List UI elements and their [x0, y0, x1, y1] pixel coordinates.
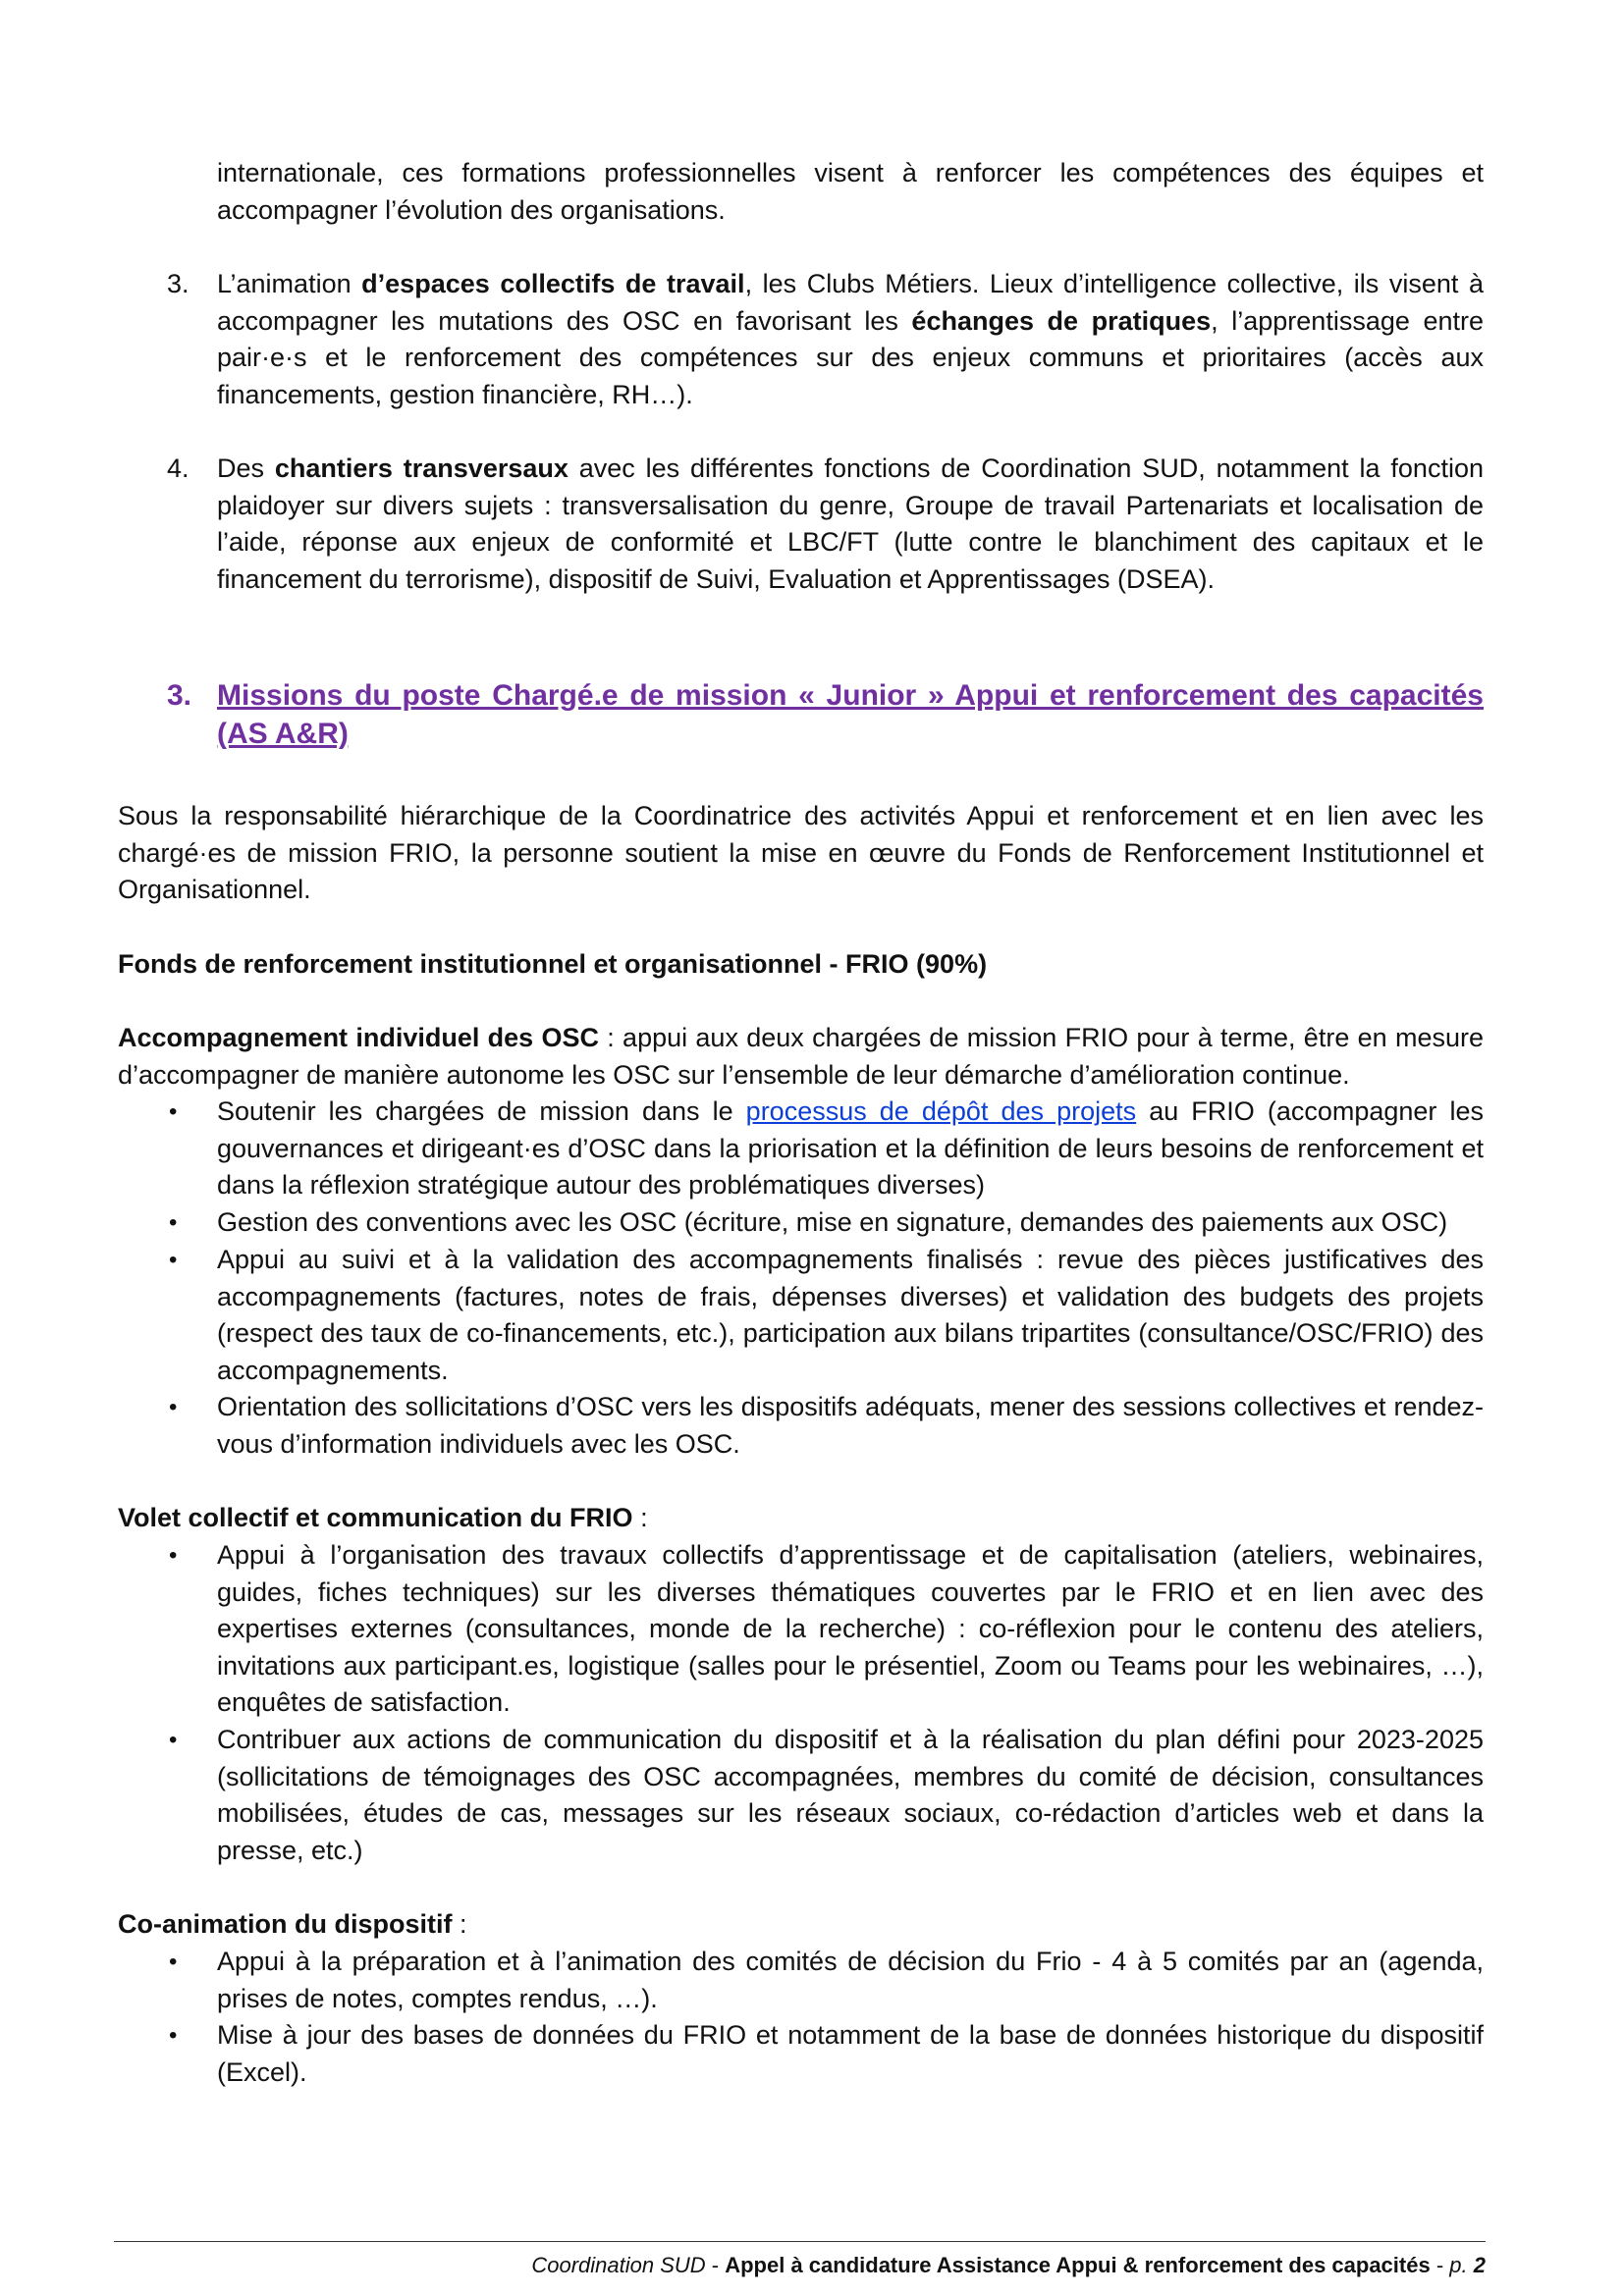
bullet-glyph: • [169, 1542, 178, 1569]
section-number: 3. [167, 679, 192, 712]
page-footer: Coordination SUD - Appel à candidature Assistance Appui & renforcement des capacités - p. 2 [531, 2253, 1486, 2277]
subheading: Fonds de renforcement institutionnel et organisationnel - FRIO (90%) [118, 949, 988, 979]
bullet-glyph: • [169, 1727, 178, 1753]
bullet-glyph: • [169, 2022, 178, 2049]
footer-org: Coordination SUD [531, 2253, 706, 2277]
volet-collectif-heading: Volet collectif et communication du FRIO : [118, 1503, 648, 1532]
list-number: 3. [167, 269, 189, 298]
section-intro: Sous la responsabilité hiérarchique de la Coordinatrice des activités Appui et renforcement et en lien avec les chargé·es de mission FRIO, la personne soutient la mise en œuvre du Fonds de Renforcement Institutionnel et Organisationnel. [118, 801, 1484, 905]
list-item: Appui à l’organisation des travaux collectifs d’apprentissage et de capitalisation (ateliers, webinaires, guides, fiches techniques) sur les diverses thématiques couvertes par le FRIO et en lien avec des expertises externes (consultances, monde de la recherche) : co-réflexion pour le contenu des ateliers, invitations aux participant.es, logistique (salles pour le présentiel, Zoom ou Teams pour les webinaires, …), enquêtes de satisfaction. [217, 1540, 1484, 1718]
list-item: Gestion des conventions avec les OSC (écriture, mise en signature, demandes des paiements aux OSC) [217, 1207, 1448, 1237]
footer-divider [114, 2241, 1486, 2242]
section-title: Missions du poste Chargé.e de mission « Junior » Appui et renforcement des capacités (AS A&R) [217, 679, 1484, 750]
list-item: Appui au suivi et à la validation des accompagnements finalisés : revue des pièces justificatives des accompagnements (factures, notes de frais, dépenses diverses) et validation des budgets des projets (respect des taux de co-financements, etc.), participation aux bilans tripartites (consultance/OSC/FRIO) des accompagnements. [217, 1245, 1484, 1385]
bullet-glyph: • [169, 1209, 178, 1236]
list-item: Mise à jour des bases de données du FRIO et notamment de la base de données historique du dispositif (Excel). [217, 2020, 1484, 2087]
co-animation-heading: Co-animation du dispositif : [118, 1909, 467, 1939]
accompagnement-paragraph: Accompagnement individuel des OSC : appui aux deux chargées de mission FRIO pour à terme, être en mesure d’accompagner de manière autonome les OSC sur l’ensemble de leur démarche d’amélioration continue. [118, 1023, 1484, 1090]
bullet-glyph: • [169, 1098, 178, 1125]
list-item: Des chantiers transversaux avec les différentes fonctions de Coordination SUD, notamment la fonction plaidoyer sur divers sujets : transversalisation du genre, Groupe de travail Partenariats et localisation de l’aide, réponse aux enjeux de conformité et LBC/FT (lutte contre le blanchiment des capitaux et le financement du terrorisme), dispositif de Suivi, Evaluation et Apprentissages (DSEA). [217, 454, 1484, 594]
list-item: L’animation d’espaces collectifs de travail, les Clubs Métiers. Lieux d’intelligence collective, ils visent à accompagner les mutations des OSC en favorisant les échanges de pratiques, l’apprentissage entre pair·e·s et le renforcement des compétences sur des enjeux communs et prioritaires (accès aux financements, gestion financière, RH…). [217, 269, 1484, 409]
list-item: Orientation des sollicitations d’OSC vers les dispositifs adéquats, mener des sessions collectives et rendez-vous d’information individuels avec les OSC. [217, 1392, 1484, 1459]
footer-title: Appel à candidature Assistance Appui & renforcement des capacités [725, 2253, 1431, 2277]
bullet-glyph: • [169, 1247, 178, 1273]
list-item: Appui à la préparation et à l’animation des comités de décision du Frio - 4 à 5 comités par an (agenda, prises de notes, comptes rendus, …). [217, 1947, 1484, 2013]
bullet-glyph: • [169, 1949, 178, 1975]
page-number: 2 [1473, 2253, 1486, 2277]
bullet-glyph: • [169, 1394, 178, 1420]
list-number: 4. [167, 454, 189, 483]
list-item-continuation: internationale, ces formations professionnelles visent à renforcer les compétences des équipes et accompagner l’évolution des organisations. [217, 158, 1484, 225]
list-item: Soutenir les chargées de mission dans le processus de dépôt des projets au FRIO (accompagner les gouvernances et dirigeant·es d’OSC dans la priorisation et la définition de leurs besoins de renforcement et dans la réflexion stratégique autour des problématiques diverses) [217, 1096, 1484, 1201]
list-item: Contribuer aux actions de communication du dispositif et à la réalisation du plan défini pour 2023-2025 (sollicitations de témoignages des OSC accompagnées, membres du comité de décision, consultances mobilisées, études de cas, messages sur les réseaux sociaux, co-rédaction d’articles web et dans la presse, etc.) [217, 1725, 1484, 1865]
processus-depot-link[interactable]: processus de dépôt des projets [745, 1096, 1137, 1126]
